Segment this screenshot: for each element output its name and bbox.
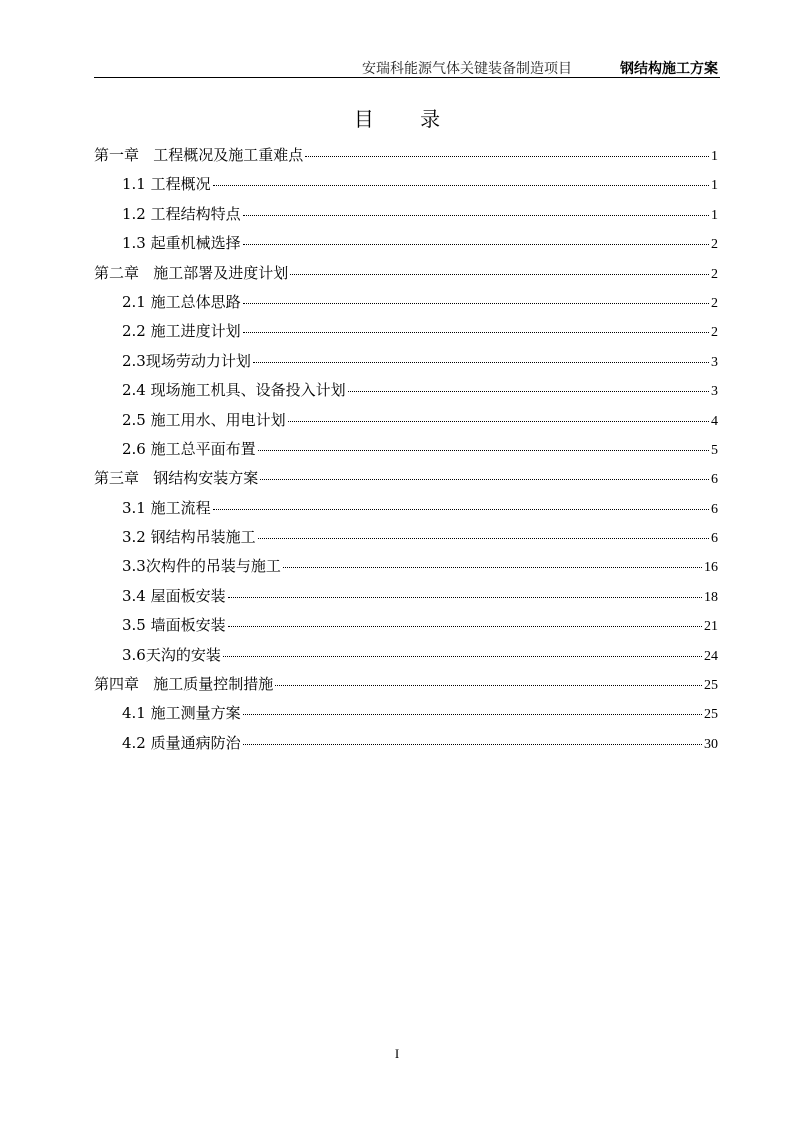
toc-entry-label: 3.4 屋面板安装 xyxy=(122,586,226,605)
toc-dot-leader xyxy=(348,391,709,392)
toc-dot-leader xyxy=(243,332,709,333)
toc-section-row[interactable] xyxy=(94,526,718,555)
toc-entry-page: 6 xyxy=(711,472,718,488)
toc-entry-page: 25 xyxy=(704,678,718,694)
footer-page-number: I xyxy=(394,1046,400,1061)
toc-entry-label: 2.1 施工总体思路 xyxy=(122,292,241,311)
toc-entry-page: 5 xyxy=(711,442,718,458)
toc-entry-label: 1.2 工程结构特点 xyxy=(122,204,241,223)
toc-dot-leader xyxy=(243,714,702,715)
toc-entry-label: 第二章 施工部署及进度计划 xyxy=(94,263,289,282)
page-header xyxy=(94,56,720,78)
toc-section-row[interactable] xyxy=(94,732,718,761)
toc-entry-label: 3.6天沟的安装 xyxy=(122,645,221,664)
header-project-name: 安瑞科能源气体关键装备制造项目 xyxy=(362,61,572,77)
toc-entry-label: 2.3现场劳动力计划 xyxy=(122,351,251,370)
header-divider xyxy=(94,77,720,78)
toc-dot-leader xyxy=(305,156,709,157)
toc-section-row[interactable] xyxy=(94,203,718,232)
toc-entry-page: 1 xyxy=(711,149,718,164)
toc-title: 目 录 xyxy=(353,107,461,131)
toc-entry-label: 第三章 钢结构安装方案 xyxy=(94,469,259,488)
toc-entry-label: 4.1 施工测量方案 xyxy=(122,704,241,723)
toc-chapter-row[interactable] xyxy=(94,262,718,291)
toc-entry-page: 4 xyxy=(711,413,718,429)
toc-section-row[interactable] xyxy=(94,232,718,261)
toc-dot-leader xyxy=(260,479,709,480)
toc-dot-leader xyxy=(223,656,702,657)
toc-entry-page: 3 xyxy=(711,384,718,400)
toc-entry-page: 3 xyxy=(711,354,718,370)
toc-entry-page: 2 xyxy=(711,266,718,282)
toc-section-row[interactable] xyxy=(94,291,718,320)
toc-dot-leader xyxy=(253,362,709,363)
toc-entry-page: 1 xyxy=(711,178,718,194)
toc-dot-leader xyxy=(228,626,702,627)
toc-entry-page: 1 xyxy=(711,207,718,223)
toc-entry-label: 3.2 钢结构吊装施工 xyxy=(122,528,256,547)
toc-entry-page: 16 xyxy=(704,560,718,576)
toc-entry-page: 24 xyxy=(704,648,718,664)
toc-section-row[interactable] xyxy=(94,173,718,202)
toc-entry-page: 25 xyxy=(704,707,718,723)
toc-section-row[interactable] xyxy=(94,585,718,614)
toc-entry-label: 1.1 工程概况 xyxy=(122,175,211,194)
toc-entry-label: 第一章 工程概况及施工重难点 xyxy=(94,146,304,164)
toc-dot-leader xyxy=(213,509,709,510)
toc-entry-label: 2.5 施工用水、用电计划 xyxy=(122,410,286,429)
toc-dot-leader xyxy=(258,538,709,539)
toc-entry-label: 3.3次构件的吊装与施工 xyxy=(122,557,281,576)
toc-dot-leader xyxy=(275,685,702,686)
toc-entry-label: 第四章 施工质量控制措施 xyxy=(94,675,274,694)
toc-section-row[interactable] xyxy=(94,320,718,349)
toc-section-row[interactable] xyxy=(94,350,718,379)
toc-section-row[interactable] xyxy=(94,614,718,643)
toc-section-row[interactable] xyxy=(94,555,718,584)
toc-dot-leader xyxy=(243,303,709,304)
toc-entry-label: 2.2 施工进度计划 xyxy=(122,322,241,341)
toc-dot-leader xyxy=(243,215,709,216)
toc-dot-leader xyxy=(243,244,709,245)
toc-entry-page: 2 xyxy=(711,325,718,341)
toc-chapter-row[interactable] xyxy=(94,673,718,702)
toc-entry-page: 30 xyxy=(704,736,718,752)
toc-entry-page: 6 xyxy=(711,531,718,547)
toc-dot-leader xyxy=(228,597,702,598)
toc-entry-page: 2 xyxy=(711,295,718,311)
toc-dot-leader xyxy=(243,744,702,745)
toc-section-row[interactable] xyxy=(94,409,718,438)
toc-section-row[interactable] xyxy=(94,702,718,731)
toc-entry-page: 21 xyxy=(704,619,718,635)
toc-entry-page: 18 xyxy=(704,589,718,605)
toc-section-row[interactable] xyxy=(94,497,718,526)
toc-chapter-row[interactable] xyxy=(94,467,718,496)
toc-section-row[interactable] xyxy=(94,644,718,673)
toc-entry-label: 4.2 质量通病防治 xyxy=(122,733,241,752)
toc-dot-leader xyxy=(288,421,709,422)
toc-section-row[interactable] xyxy=(94,438,718,467)
toc-entry-label: 2.4 现场施工机具、设备投入计划 xyxy=(122,381,346,400)
toc-entry-page: 2 xyxy=(711,237,718,253)
header-document-title: 钢结构施工方案 xyxy=(620,61,718,77)
toc-entry-label: 3.5 墙面板安装 xyxy=(122,616,226,635)
toc-chapter-row[interactable] xyxy=(94,144,718,173)
toc-dot-leader xyxy=(290,274,709,275)
table-of-contents xyxy=(94,144,718,761)
toc-dot-leader xyxy=(258,450,709,451)
toc-entry-label: 3.1 施工流程 xyxy=(122,498,211,517)
toc-entry-label: 1.3 起重机械选择 xyxy=(122,234,241,253)
toc-dot-leader xyxy=(283,567,702,568)
toc-dot-leader xyxy=(213,185,709,186)
toc-entry-page: 6 xyxy=(711,501,718,517)
toc-entry-label: 2.6 施工总平面布置 xyxy=(122,439,256,458)
toc-section-row[interactable] xyxy=(94,379,718,408)
